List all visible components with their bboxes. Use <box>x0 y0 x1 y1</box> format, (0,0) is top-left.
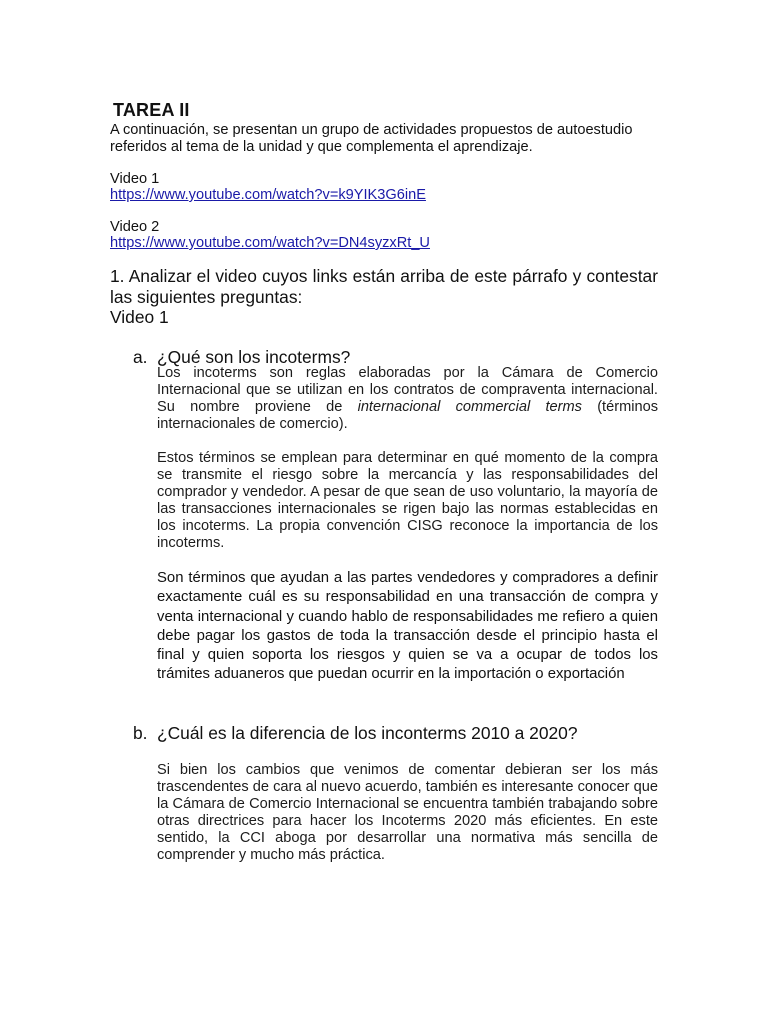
video-2-link[interactable]: https://www.youtube.com/watch?v=DN4syzxRt_U <box>110 235 430 251</box>
item-b-heading <box>133 723 578 743</box>
question-1-subheading: Video 1 <box>110 307 169 327</box>
item-b-letter: b. <box>133 723 148 743</box>
item-a-paragraph-2: Estos términos se emplean para determinar en qué momento de la compra se transmite el riesgo sobre la mercancía y las responsabilidades del comprador y vendedor. A pesar de que sean de uso voluntario, la mayoría de las transacciones internacionales se rigen bajo las normas establecidas en los incoterms. La propia convención CISG reconoce la importancia de los incoterms. <box>157 450 658 551</box>
item-a-paragraph-3: Son términos que ayudan a las partes vendedores y compradores a definir exactamente cuál es su responsabilidad en una transacción de compra y venta internacional y cuando hablo de responsabilidades me refiero a quien debe pagar los gastos de toda la transacción desde el principio hasta el final y quien soporta los riesgos y quien se va a ocupar de todos los trámites aduaneros que puedan ocurrir en la importación o exportación <box>157 570 658 683</box>
question-1: 1. Analizar el video cuyos links están arriba de este párrafo y contestar las siguientes preguntas: <box>110 266 658 307</box>
item-a-heading <box>133 347 350 367</box>
video-1-link[interactable]: https://www.youtube.com/watch?v=k9YIK3G6inE <box>110 187 426 203</box>
item-a-paragraph-1 <box>157 365 658 433</box>
item-a-p1-italic: internacional commercial terms <box>357 398 582 415</box>
intro-paragraph <box>110 122 670 155</box>
video-1-label: Video 1 <box>110 171 160 187</box>
item-a-question: ¿Qué son los incoterms? <box>157 347 351 367</box>
item-a-p1-text: Los incoterms son reglas elaboradas por la Cámara de Comercio Internacional que se utilizan en los contratos de compraventa internacional. Su nombre proviene de <box>157 365 658 415</box>
intro-line: referidos al tema de la unidad y que complementa el aprendizaje. <box>110 138 533 155</box>
document-title: TAREA II <box>113 100 190 120</box>
item-a-letter: a. <box>133 347 148 367</box>
item-b-paragraph-1: Si bien los cambios que venimos de comentar debieran ser los más trascendentes de cara al nuevo acuerdo, también es interesante conocer que la Cámara de Comercio Internacional se encuentra también trabajando sobre otras directrices para hacer los Incoterms 2020 más eficientes. En este sentido, la CCI aboga por desarrollar una normativa más sencilla de comprender y mucho más práctica. <box>157 762 658 863</box>
video-2-label: Video 2 <box>110 219 160 235</box>
item-a-p1-text-end: (términos internacionales de comercio). <box>157 398 659 432</box>
intro-line: A continuación, se presentan un grupo de actividades propuestos de autoestudio <box>110 122 633 138</box>
item-b-question: ¿Cuál es la diferencia de los inconterms 2010 a 2020? <box>157 723 578 743</box>
